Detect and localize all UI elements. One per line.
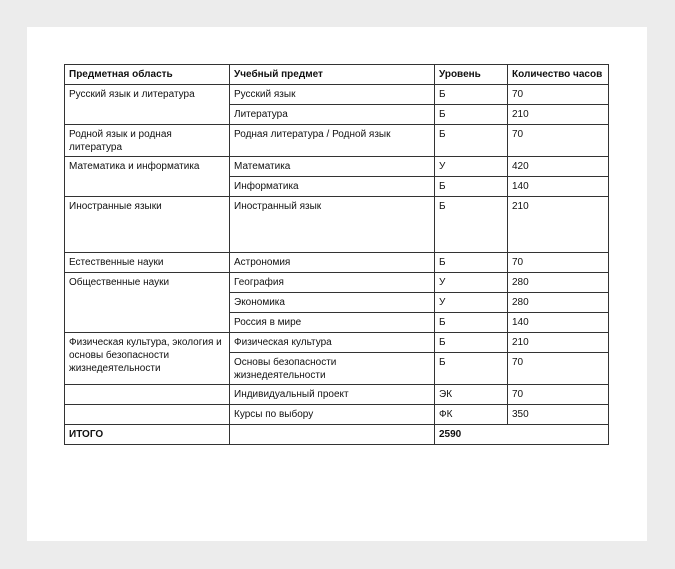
hours-cell: 210 [508, 333, 609, 353]
subject-cell: Физическая культура [230, 333, 435, 353]
subject-area-cell: Физическая культура, экология и основы безопасности жизнедеятельности [65, 333, 230, 385]
total-subject-cell [230, 425, 435, 445]
header-hours: Количество часов [508, 65, 609, 85]
hours-cell: 70 [508, 125, 609, 157]
subject-cell: Экономика [230, 293, 435, 313]
table-row [65, 157, 609, 177]
subject-cell: Индивидуальный проект [230, 385, 435, 405]
header-subject-area: Предметная область [65, 65, 230, 85]
table-row [65, 85, 609, 105]
level-cell: У [435, 157, 508, 177]
hours-cell: 420 [508, 157, 609, 177]
level-cell: ЭК [435, 385, 508, 405]
subject-area-cell: Иностранные языки [65, 197, 230, 253]
total-row [65, 425, 609, 445]
subject-area-cell: Русский язык и литература [65, 85, 230, 125]
table-row [65, 405, 609, 425]
subject-cell: Основы безопасности жизнедеятельности [230, 353, 435, 385]
level-cell: Б [435, 105, 508, 125]
subject-cell: Родная литература / Родной язык [230, 125, 435, 157]
subject-cell: Иностранный язык [230, 197, 435, 253]
level-cell: Б [435, 125, 508, 157]
subject-area-cell [65, 385, 230, 405]
hours-cell: 350 [508, 405, 609, 425]
header-subject: Учебный предмет [230, 65, 435, 85]
document-page [27, 27, 647, 541]
hours-cell: 70 [508, 253, 609, 273]
hours-cell: 140 [508, 313, 609, 333]
subject-cell: Информатика [230, 177, 435, 197]
subject-cell: Курсы по выбору [230, 405, 435, 425]
hours-cell: 70 [508, 385, 609, 405]
table-row [65, 197, 609, 253]
curriculum-table [64, 64, 609, 445]
level-cell: Б [435, 177, 508, 197]
subject-cell: Математика [230, 157, 435, 177]
table-row [65, 273, 609, 293]
table-row [65, 253, 609, 273]
level-cell: ФК [435, 405, 508, 425]
table-row [65, 333, 609, 353]
subject-area-cell: Математика и информатика [65, 157, 230, 197]
subject-cell: Россия в мире [230, 313, 435, 333]
level-cell: Б [435, 353, 508, 385]
hours-cell: 70 [508, 85, 609, 105]
level-cell: Б [435, 333, 508, 353]
subject-cell: Литература [230, 105, 435, 125]
subject-area-cell: Естественные науки [65, 253, 230, 273]
hours-cell: 140 [508, 177, 609, 197]
level-cell: Б [435, 313, 508, 333]
table-row [65, 125, 609, 157]
total-label: ИТОГО [65, 425, 230, 445]
subject-area-cell: Родной язык и родная литература [65, 125, 230, 157]
subject-cell: География [230, 273, 435, 293]
header-level: Уровень [435, 65, 508, 85]
table-header-row [65, 65, 609, 85]
hours-cell: 280 [508, 273, 609, 293]
table-row [65, 385, 609, 405]
level-cell: У [435, 273, 508, 293]
total-hours: 2590 [435, 425, 609, 445]
level-cell: У [435, 293, 508, 313]
level-cell: Б [435, 253, 508, 273]
hours-cell: 210 [508, 105, 609, 125]
subject-area-cell: Общественные науки [65, 273, 230, 333]
hours-cell: 210 [508, 197, 609, 253]
subject-area-cell [65, 405, 230, 425]
level-cell: Б [435, 85, 508, 105]
level-cell: Б [435, 197, 508, 253]
subject-cell: Русский язык [230, 85, 435, 105]
hours-cell: 280 [508, 293, 609, 313]
subject-cell: Астрономия [230, 253, 435, 273]
hours-cell: 70 [508, 353, 609, 385]
